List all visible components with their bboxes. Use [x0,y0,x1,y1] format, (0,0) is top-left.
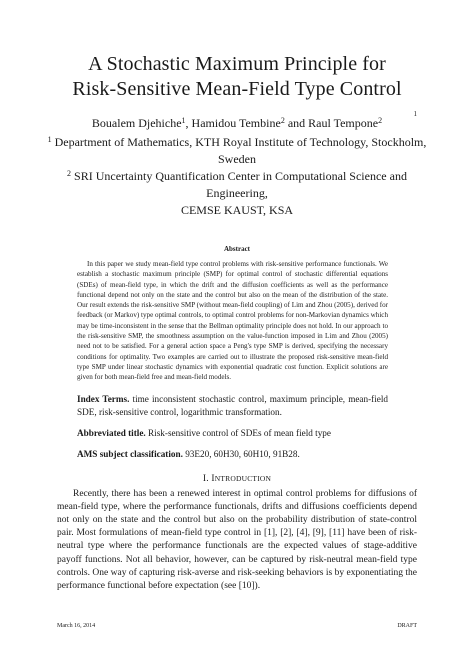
affiliation-text: Engineering, [206,186,268,200]
ams-classification [77,448,388,461]
section-initial: I [211,473,215,484]
abbreviated-title-text: Risk-sensitive control of SDEs of mean field type [148,427,331,438]
author-name: Boualem Djehiche [91,116,182,130]
section-heading [0,474,474,484]
abstract-body: In this paper we study mean-field type control problems with risk-sensitive performance functionals. We establish a stochastic maximum principle (SMP) for optimal control of stochastic differential equations (SDEs) of mean-field type, in which the drift and the diffusion coefficients as well as the performance functional depend not only on the state and the control but also on the mean of the distribution of the state. Our result extends the risk-sensitive SMP (without mean-field coupling) of Lim and Zhou (2005), derived for feedback (or Markov) type optimal controls, to optimal control problems for non-Markovian dynamics which may be time-inconsistent in the sense that the Bellman optimality principle does not hold. In our approach to the risk-sensitive SMP, the smoothness assumption on the value-function imposed in Lim and Zhou (2005) need not to be satisfied. For a general action space a Peng's type SMP is derived, specifying the necessary conditions for optimality. Two examples are carried out to illustrate the proposed risk-sensitive mean-field type SMP under linear stochastic dynamics with exponential quadratic cost function. Explicit solutions are given for both mean-field free and mean-field models. [77,260,388,382]
page-number: 1 [413,110,417,118]
title-line-1: A Stochastic Maximum Principle for [88,53,386,75]
ams-label: AMS subject classification. [77,448,183,459]
author-list: Boualem Djehiche$^1$, Hamidou Tembine$^2$ and Raul Tempone$^2$ [91,116,383,130]
title-line-2: Risk-Sensitive Mean-Field Type Control [72,78,402,100]
author-affil-marker: 2 [378,116,383,125]
author-affil-marker: 2 [280,116,285,125]
paper-title [0,52,474,102]
affiliation-text: SRI Uncertainty Quantification Center in Computational Science and [74,169,407,183]
abbreviated-title-label: Abbreviated title. [77,427,146,438]
index-terms-label: Index Terms. [77,393,130,404]
affiliation-text: Sweden [218,152,256,166]
abbreviated-title [77,427,388,440]
affiliation-2 [40,168,434,219]
footer-status: DRAFT [397,623,417,629]
affiliation-marker: 1 [47,135,52,144]
affiliation-text: CEMSE KAUST, KSA [180,203,294,217]
page-footer [57,623,417,629]
author-name: Raul Tempone [308,116,379,130]
abstract-heading: Abstract [223,245,251,253]
author-affil-marker: 1 [181,116,186,125]
intro-paragraph: Recently, there has been a renewed interest in optimal control problems for diffusions of mean-field type, where the performance functionals, drifts and diffusions coefficients depend not only on the state and the control but also on the probability distribution of state-control pair. Most formulations of mean-field type control in [1], [2], [4], [9], [11] have been of risk-neutral type where the performance functionals are the expected values of stage-additive payoff functions. Not all behavior, however, can be captured by risk-neutral mean-field type controls. One way of capturing risk-averse and risk-seeking behaviors is by exponentiating the performance functional before expectation (see [10]). [57,488,417,591]
affiliation-marker: 2 [67,169,72,178]
affiliation-1 [40,134,434,168]
index-terms-text: time inconsistent stochastic control, maximum principle, mean-field SDE, risk-sensitive control, logarithmic transformation. [77,393,389,417]
author-name: Hamidou Tembine [191,116,281,130]
affiliation-text: Department of Mathematics, KTH Royal Institute of Technology, Stockholm, [54,135,427,149]
ams-codes: 93E20, 60H30, 60H10, 91B28. [185,448,300,459]
section-title-rest: NTRODUCTION [214,473,272,483]
section-numeral: I. [202,473,209,484]
index-terms [77,393,388,419]
footer-date: March 16, 2014 [57,623,96,629]
